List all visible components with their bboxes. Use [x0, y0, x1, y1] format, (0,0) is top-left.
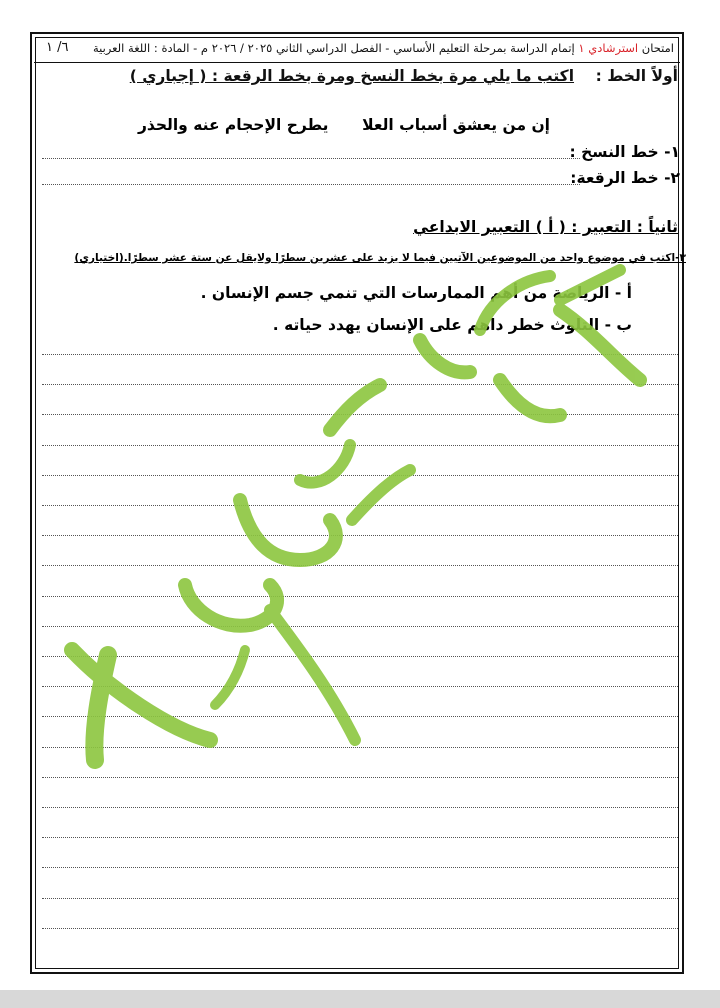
exam-title-line	[93, 41, 674, 55]
exam-header	[34, 38, 680, 60]
exam-word: امتحان	[641, 41, 674, 55]
writing-line[interactable]	[42, 807, 678, 808]
naskh-line-label: ١- خط النسخ :	[569, 143, 680, 161]
writing-line[interactable]	[42, 354, 678, 355]
exam-type: استرشادي ١	[578, 41, 639, 55]
writing-line[interactable]	[42, 867, 678, 868]
writing-line[interactable]	[42, 686, 678, 687]
verse-part-1: إن من يعشق أسباب العلا	[362, 116, 550, 134]
writing-line[interactable]	[42, 384, 678, 385]
naskh-answer-line[interactable]	[42, 158, 580, 159]
writing-line[interactable]	[42, 898, 678, 899]
expression-instruction: ٣-اكتب في موضوع واحد من الموضوعين الآتيين فيما لا يزيد على عشرين سطرًا ولايقل عن ستة عشر سطرًا.(اختياري)	[74, 252, 686, 264]
header-divider	[34, 62, 680, 63]
writing-line[interactable]	[42, 716, 678, 717]
writing-line[interactable]	[42, 445, 678, 446]
writing-line[interactable]	[42, 928, 678, 929]
writing-line[interactable]	[42, 414, 678, 415]
ruqaa-answer-line[interactable]	[42, 184, 580, 185]
writing-line[interactable]	[42, 777, 678, 778]
writing-line[interactable]	[42, 565, 678, 566]
topic-a: أ - الرياضة من أهم الممارسات التي تنمي جسم الإنسان .	[200, 284, 632, 302]
verse-part-2: يطرح الإحجام عنه والحذر	[138, 116, 329, 134]
writing-line[interactable]	[42, 505, 678, 506]
writing-line[interactable]	[42, 626, 678, 627]
writing-line[interactable]	[42, 656, 678, 657]
section-calligraphy-heading	[130, 67, 678, 85]
page-number: ٦/ ١	[46, 40, 69, 55]
section1-instruction: اكتب ما يلي مرة بخط النسخ ومرة بخط الرقعة : ( إجباري )	[129, 67, 575, 85]
ruqaa-line-label: ٢- خط الرقعة:	[570, 169, 680, 187]
topic-b: ب - التلوث خطر داهم على الإنسان يهدد حياته .	[272, 316, 632, 334]
writing-line[interactable]	[42, 475, 678, 476]
writing-line[interactable]	[42, 596, 678, 597]
section-expression-heading: ثانياً : التعبير : ( أ ) التعبير الابداعي	[413, 218, 678, 236]
writing-line[interactable]	[42, 837, 678, 838]
section1-title: أولاً الخط :	[595, 67, 678, 85]
writing-line[interactable]	[42, 535, 678, 536]
writing-line[interactable]	[42, 747, 678, 748]
exam-description: إتمام الدراسة بمرحلة التعليم الأساسي - الفصل الدراسي الثاني ٢٠٢٥ / ٢٠٢٦ م - المادة : اللغة العربية	[92, 41, 575, 55]
